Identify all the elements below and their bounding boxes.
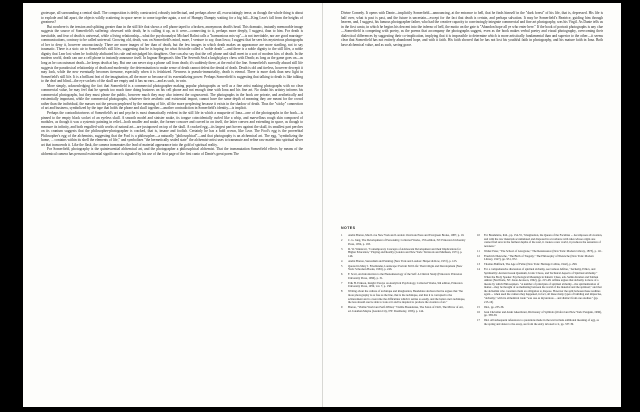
note-number: 12 xyxy=(477,253,480,258)
note-text: D. W. Winnicott, "Contemporary Concepts of Adolescent Development and their Implications for Higher Education," Playing and Reality (London and New York: Tavistock and Methuen, 1971), p. 146. xyxy=(348,246,463,258)
note-item xyxy=(477,255,603,262)
notes-section xyxy=(341,226,603,398)
note-item xyxy=(341,290,467,304)
left-paragraph-3: More simply, acknowledging the fact that Somerfield is a commercial photographer making popular photographs as well as a fine artist making photographs with no clear commercial value, he may feel that he spends too much time doing business on his cell phone and not enough time with Iona and his fine art. No doubt his artistry informs his commercial photographs, but they must please the public, however much they may also interest the cognoscenti. The photographs in the book are private, and aesthetically and existentially important, while the commercial photographs, whatever their aesthetic and existential import, cannot have the same depth of meaning they are meant for the crowd rather than the individual, the masses not the person perplexed by the meaning of life, all the more perplexing because it exists in the shadow of death. Thus the "sticky" connection of art and business, symbolized by the tape that holds the phone and skull together—another contradiction in Somerfield's identity—is implicit. xyxy=(41,83,303,111)
page-gutter xyxy=(322,3,323,407)
note-text: C. G. Jung, The Development of Personality, Collected Works, 17th edition, NJ: Princeton University Press, 1954, p. 193. xyxy=(348,237,466,246)
note-text: Ibid. All subsequent references to quotations made in the text include additional meaning of egg, as the spring and dance to the essay, are from the entry devoted to it, pp. 337-39. xyxy=(484,318,599,326)
note-item xyxy=(477,250,603,254)
note-number: 7 xyxy=(341,280,343,285)
note-number: 15 xyxy=(477,304,480,309)
note-item xyxy=(341,273,467,280)
note-text: Breton, "Visible World and Self-Willed," Visible Boundaries, The Salon of 1945, The Mirror of Art, ed. Jonathan Mayne (Garden City, NY: Doubleday, 1956), p. 144. xyxy=(348,305,464,313)
note-text: Erik H. Erikson, Insight: Essays on Analytical Psychology, Collected Works, 9th edition, Princeton University Press, 1959, vol. 7, p. 158. xyxy=(348,280,463,289)
note-item xyxy=(477,311,603,318)
book-spread xyxy=(23,3,621,407)
left-paragraph-2: But nowhere is the tension and splitting greater than in the still life that shows a cell phone taped to a broken, anonymous death's head. This dramatic, instantly memorable image suggests the source of Somerfield's suffering: obsessed with death, he is calling it up, as it were—connecting to it, perhaps more deeply, I suggest, than to him. For death is inevitable, and fear of death is universal, while a living relationship—what the psychoanalyst Michael Balint calls a "harmonious mix-up"—is not inevitable, nor are good marriage-communications, contrary to be called universal. Growing old, death, was on Somerfield's mind, more, I venture to say, than Iowa; I suggest that he sees his mysterious photographs of her to deny it, however unconsciously. There are more images of her than of death, but the few images in which death makes an appearance are more startling, not to say traumatic. There is a stoic air to Somerfield's still lifes, suggesting that he is hoping for what Aristotle called a "noble death"—and there is a noble dignity to the still lifes, a noble dignity that Lear lost when he foolishly abdicated his rule and misjudged his daughters. One can also say that the cell phone and skull meet in a sort of modern kiss of death. In the modern world, death can use a cell phone to instantly announce itself. In Ingmar Bergman's film The Seventh Seal a knight plays chess with Death; as long as the game goes on—as long as he can outsmart death—he keeps death at bay. But one can never stop a phone call from death; it's suddenly there, at the end of the line. Somerfield's surreally absurd still life suggests the paradoxical relationship of death and modernity: the determination to make sense of death cannot defeat the denial of death. Death is old and tireless, however decrepit it may look, while the new eventually becomes tiresome, especially when it is fetishized. Newness is pseudo-immortality, death is eternal. There is more dark than new light in Somerfield's still life. It is a brilliant feat of the imagination, all the more so because of its essentializing power. Perhaps Somerfield is suggesting that talking to death is like talking to the deaf and blind—the eye sockets of the skull are empty and it has no ears—and as such, in vain. xyxy=(41,24,303,84)
left-paragraph-4: Perhaps the contradictoriness of Somerfield's art and psyche is most dramatically evident in the still life in which a maquette of Iona—one of the photographs in the book—is pinned to the empty black socket of an eyeless skull. A smooth model and sinister snake, its tongue coincidentally curled like a whip, and marvellous rough skin composed of modules, as though it was a systemic painting in relief—both smaller and snake, the former concave and curved in on itself, the latter convex and extending in space, as though to measure its infinity, and both engulfed with works of natural art—are juxtaposed on top of the skull. A cracked egg—its largest part hovers against the skull, its smallest part perches on its cranium suggests that the philosopher-photographer is cracked, that is, insane and foolish. Certainly he has a bold crown, like Lear. The Fool's egg is the proverbial Philosopher's egg of the alchemists, suggesting that the Fool is a philosopher—a naturally "philosophical"—and that photography is an alchemical art. The egg, "symbolizing the home, ... contains within its shell the elements of life," and symbolizes "the hermetically sealed state" the alchemist-artist uses to transmute and refine raw matter into spiritual silver art that transcends it. Like the flask, the camera transmutes the lead of material appearance into the gold of spiritual reality. xyxy=(41,111,303,147)
note-number: 10 xyxy=(477,233,480,237)
note-text: André Breton, Surrealism and Painting (New York and London: Harper & Row, 1972), p. 125. xyxy=(348,258,458,263)
note-number: 5 xyxy=(341,263,343,268)
note-item xyxy=(477,268,603,304)
note-item xyxy=(341,265,467,272)
note-item xyxy=(341,282,467,289)
note-text: Ibid., pp. 235-36. xyxy=(484,304,505,309)
note-text: Jean Chevalier and Alain Gheerbrant, Dictionary of Symbols (Oxford and New York: Penguin, 1996), pp. 338-39. xyxy=(484,309,602,318)
note-number: 4 xyxy=(341,258,343,263)
note-item xyxy=(477,234,603,248)
notes-heading: NOTES xyxy=(341,226,356,230)
note-item xyxy=(477,306,603,310)
note-text: Writing about the culture of technique and imagination, Baudelaire declares that he argues that "the more photography is as free as the line, that is the technique, and that it is corrupted to the achievement and to overcome the difficulties which it settles so easily, and the better one's technique, the less should one be able to look at it and be inspired to produce the creation of art." xyxy=(348,289,466,305)
note-item xyxy=(341,248,467,259)
note-number: 13 xyxy=(477,262,480,267)
note-number: 9 xyxy=(341,305,343,310)
note-number: 6 xyxy=(341,272,343,277)
note-item xyxy=(341,260,467,264)
left-paragraph-1: grotesque, all surrounding a central skull. The composition is deftly constructed, robustly intellectual, and perhaps above all, excruciatingly tense, as though the whole thing is about to explode and fall apart, the objects wildly scattering in space never to come together again, a sort of Humpty Dumpty waiting for a big fall—King Lear's fall from the heights of greatness? xyxy=(41,11,303,25)
note-number: 16 xyxy=(477,309,480,314)
note-number: 8 xyxy=(341,289,343,294)
note-text: F. Scott, An Introduction to the Phenomenology of the Self: A Clinical Study (Princeton: Princeton University Press, 1990), p. 31. xyxy=(348,272,463,280)
note-number: 1 xyxy=(341,233,343,237)
note-text: Walter Pater, "The School of Giorgione," The Renaissance (New York: Modern Library, 1873), p. 111. xyxy=(484,248,603,253)
note-number: 17 xyxy=(477,318,480,323)
note-text: For Baudelaire, ibid., pp. 154-55, "imagination, the Queen of the Faculties ... decomposes all creation, and with the raw materials accumulated and disposed in accordance with rules whose origin one cannot find save in the furthest depths of the soul, it creates a new world, it produces the sensation of newness." xyxy=(484,233,603,248)
note-text: Thomas Bulfinch, The Age of Fable (New York: Heritage Collins, 1942), p. 299. xyxy=(484,262,578,267)
note-text: Friedrich Nietzsche, "The Birth of Tragedy," The Philosophy of Nietzsche (New York: Modern Library, 1927), pp. 951, 972. xyxy=(484,253,594,262)
note-item xyxy=(341,306,467,313)
right-page xyxy=(341,11,603,131)
note-number: 3 xyxy=(341,246,343,251)
note-item xyxy=(341,239,467,246)
note-item xyxy=(477,319,603,326)
left-page xyxy=(41,11,303,401)
left-paragraph-5: For Somerfield, photography is the quintessential alchemical art, and the photographer a philosophical alchemist. That the transmutation Somerfield effects by means of the alchemical camera has personal existential significance is signaled by his use of the first page of the first canto of Dante's great poem The xyxy=(41,147,303,156)
note-number: 14 xyxy=(477,267,480,272)
note-text: Quoted in Mary J. Friedlander, Landscape: Portrait Still Life: Their Origin and Development (New York: Schocken Books, 1963), p. 246. xyxy=(348,263,463,272)
right-paragraph-1: Divine Comedy. It opens with Dante—implicitly Somerfield—announcing, at the entrance to hell, that he finds himself in the "dark forest" of his life, that is, depressed. His life is half over, what is past is past, and the future is uncertain—except for the fact that death is certain, and perhaps salvation. It may be Somerfield's Beatrice, guiding him through heaven, and, I suggest, his famous photographer father, who had the creative capacity to convincingly integrate commercial and fine art photography, was his Virgil. As Dante tells us in the first canto, in which he begins his descent into the inferno of hell, the motto on the gate is "Abandon hope all ye who enter here." If the book of portrait photographs is any clue—Somerfield is competing with poetry, as the poems that accompany the photographs suggest, even as the book makes verbal poetry and visual photography, overcoming their dialectical differences by suggesting their co-implication, implying that it is impossible to determine which is more artistically fundamental than and superior to the other—it seems clear that Somerfield has not entirely abandoned hope, and with it faith. His faith showed that he has not lost his youthful faith in photography, and his mature faith in Iona. Both have alchemical value, and as such, saving grace. xyxy=(341,11,603,47)
note-text: André Breton, Mad Love New York and London: Overlook Press and Evergreen Books, 1987, p. 19. xyxy=(348,233,465,237)
notes-columns xyxy=(341,234,603,326)
note-text: For a comprehensive discussion of spiritual alchemy, see Gideon Alfrine, "Alchemy, Ethics, and Spirituality: Ancient Greek Quantum, Iconic Chaos, and Technical Aspects of Spiritual Alchemy." When the Body Speaks: Psychological Meanings in Kinetic Clues, eds. Selma Kramer and Salman Akhtar (Northvale, NJ: Jason Aronson, 1992), pp. 215-48. Alfrine argues that alchemy is more of a means by which Philosophers. "A number of principles of spiritual alchemy—the spiritualization of matter—may be thought of as mediating between the world of the material and the spiritual," and that the alchemist who considers them an obligation to dispose. However the split between these realities again ... when used the camera they happened, in fact, all these many types of building and imprecise, "alchemy," with its alchemical trade "was one as mysterious ... and distinct from one another." (pp. 215-16) xyxy=(484,267,602,304)
note-number: 11 xyxy=(477,248,480,253)
note-number: 2 xyxy=(341,237,343,242)
